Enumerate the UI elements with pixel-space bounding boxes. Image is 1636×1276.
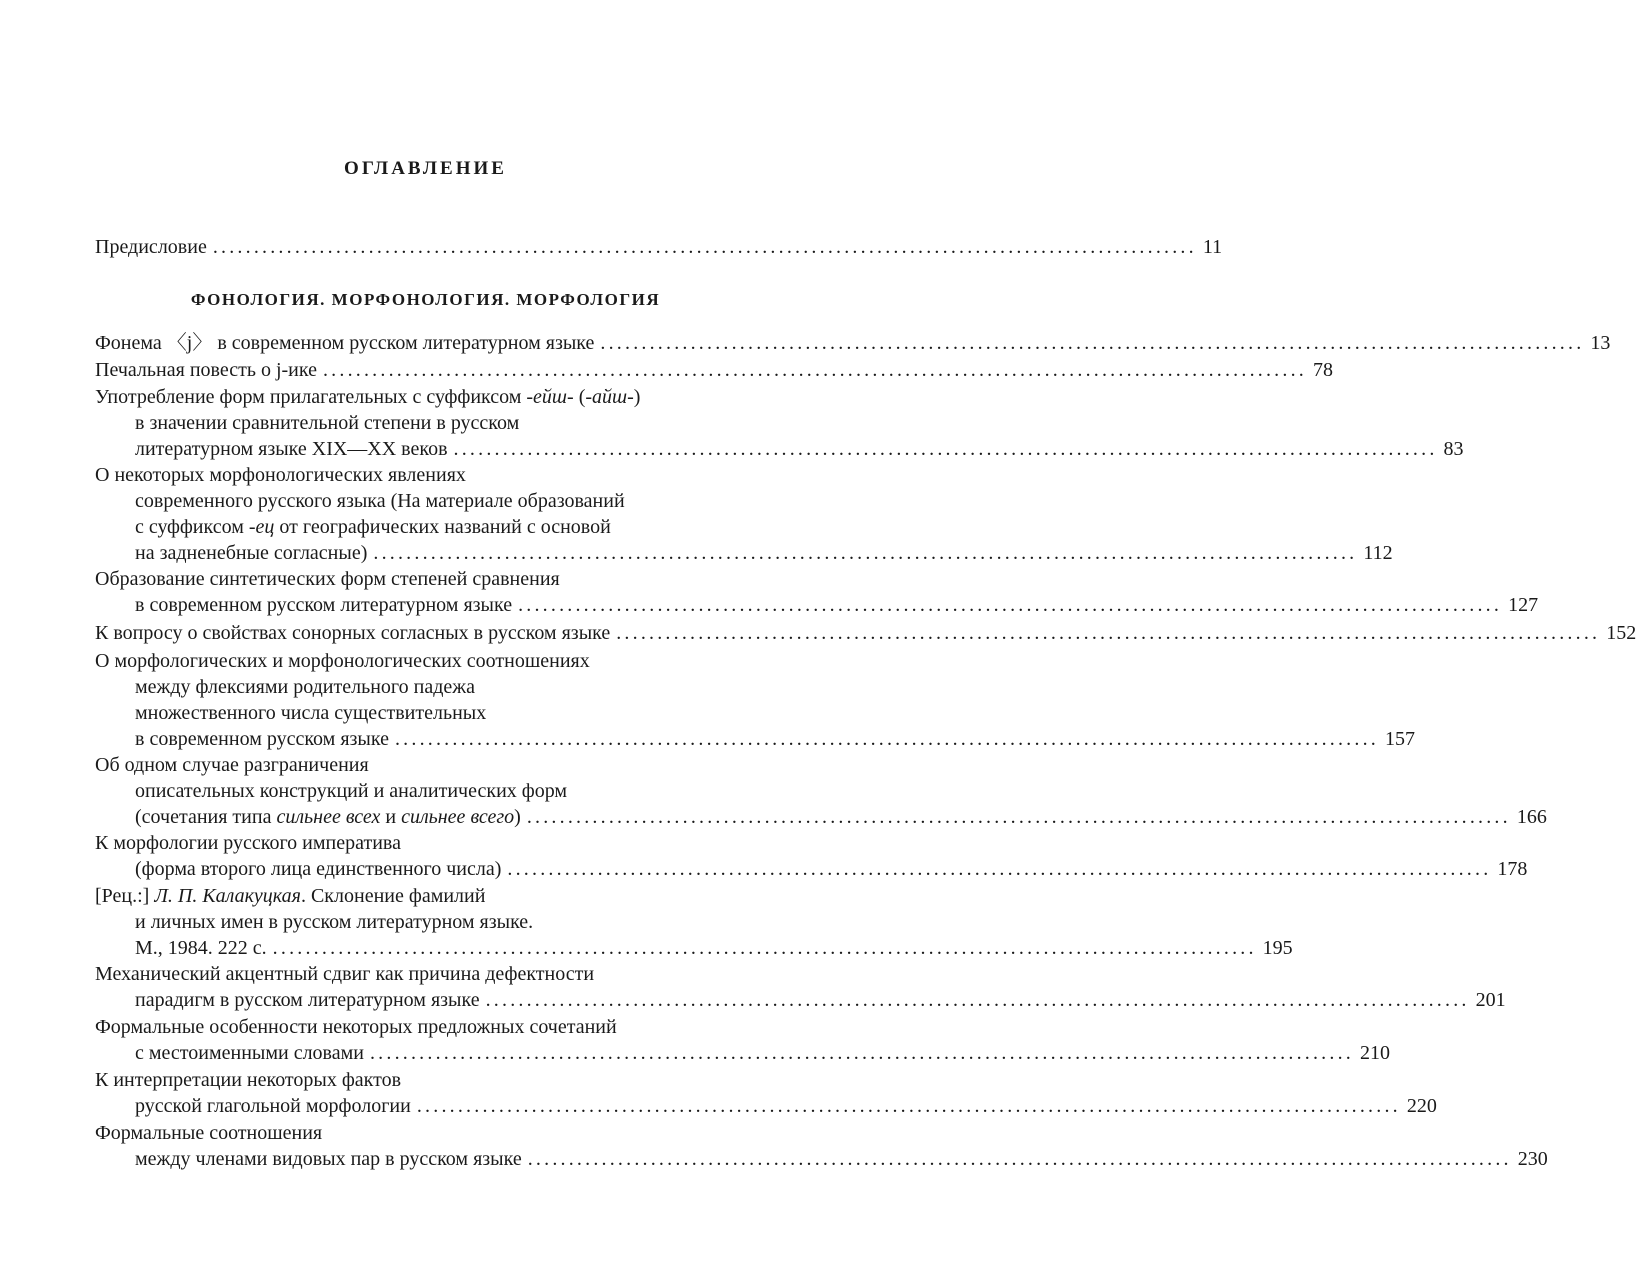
page-number: 11 bbox=[1202, 236, 1223, 258]
toc-entry bbox=[95, 620, 1636, 646]
leader-dots: ........................................................................................................................ bbox=[394, 728, 1379, 750]
leader-dots: ........................................................................................................................ bbox=[272, 937, 1257, 959]
leader-dots: ........................................................................................................................ bbox=[507, 858, 1492, 880]
toc-entry-preface bbox=[95, 234, 1223, 260]
toc-entry bbox=[95, 752, 1547, 830]
page-number: 127 bbox=[1508, 594, 1539, 616]
leader-dots: ........................................................................................................................ bbox=[373, 542, 1358, 564]
page-number: 112 bbox=[1363, 542, 1393, 564]
entry-title: в современном русском языке bbox=[135, 728, 389, 750]
entry-line: с суффиксом -ец от географических названий с основой bbox=[135, 516, 611, 538]
entry-title: парадигм в русском литературном языке bbox=[135, 989, 480, 1011]
entry-title: (сочетания типа сильнее всех и сильнее всего) bbox=[135, 806, 521, 828]
toc-entry bbox=[95, 330, 1611, 356]
page-number: 195 bbox=[1262, 937, 1293, 959]
leader-dots: ........................................................................................................................ bbox=[518, 594, 1503, 616]
entry-line: Употребление форм прилагательных с суффиксом -ейш- (-айш-) bbox=[95, 386, 641, 408]
entry-title: на задненебные согласные) bbox=[135, 542, 368, 564]
entry-line: Об одном случае разграничения bbox=[95, 754, 369, 776]
toc-entry bbox=[95, 566, 1539, 618]
page-number: 220 bbox=[1406, 1095, 1437, 1117]
page-number: 166 bbox=[1516, 806, 1547, 828]
entry-line: [Рец.:] Л. П. Калакуцкая. Склонение фамилий bbox=[95, 885, 486, 907]
page-number: 178 bbox=[1497, 858, 1528, 880]
leader-dots: ........................................................................................................................ bbox=[322, 359, 1307, 381]
leader-dots: ........................................................................................................................ bbox=[212, 236, 1197, 258]
entry-title: Фонема 〈j〉 в современном русском литературном языке bbox=[95, 332, 595, 354]
page-number: 157 bbox=[1384, 728, 1415, 750]
entry-title: между членами видовых пар в русском языке bbox=[135, 1148, 522, 1170]
entry-line: К интерпретации некоторых фактов bbox=[95, 1069, 402, 1091]
entry-line: в значении сравнительной степени в русском bbox=[135, 412, 520, 434]
leader-dots: ........................................................................................................................ bbox=[600, 332, 1585, 354]
entry-line: множественного числа существительных bbox=[135, 702, 487, 724]
leader-dots: ........................................................................................................................ bbox=[416, 1095, 1401, 1117]
toc-entry bbox=[95, 648, 1415, 752]
entry-title: К вопросу о свойствах сонорных согласных в русском языке bbox=[95, 622, 611, 644]
entry-title: с местоименными словами bbox=[135, 1042, 364, 1064]
page-title: ОГЛАВЛЕНИЕ bbox=[344, 158, 507, 179]
page-number: 230 bbox=[1517, 1148, 1548, 1170]
toc-entry bbox=[95, 830, 1528, 882]
entry-line: Механический акцентный сдвиг как причина дефектности bbox=[95, 963, 595, 985]
entry-line: Формальные особенности некоторых предложных сочетаний bbox=[95, 1016, 617, 1038]
entry-title: русской глагольной морфологии bbox=[135, 1095, 411, 1117]
entry-title: (форма второго лица единственного числа) bbox=[135, 858, 502, 880]
entry-title: Предисловие bbox=[95, 236, 207, 258]
toc-entry bbox=[95, 961, 1506, 1013]
leader-dots: ........................................................................................................................ bbox=[616, 622, 1601, 644]
leader-dots: ........................................................................................................................ bbox=[527, 1148, 1512, 1170]
leader-dots: ........................................................................................................................ bbox=[369, 1042, 1354, 1064]
section-heading: ФОНОЛОГИЯ. МОРФОНОЛОГИЯ. МОРФОЛОГИЯ bbox=[190, 290, 661, 309]
entry-title: литературном языке XIX—XX веков bbox=[135, 438, 448, 460]
page-number: 13 bbox=[1590, 332, 1611, 354]
toc-entry bbox=[95, 1067, 1437, 1119]
entry-line: между флексиями родительного падежа bbox=[135, 676, 475, 698]
toc-entry bbox=[95, 357, 1333, 383]
page-number: 78 bbox=[1312, 359, 1333, 381]
page-number: 201 bbox=[1475, 989, 1506, 1011]
entry-line: О морфологических и морфонологических соотношениях bbox=[95, 650, 590, 672]
toc-entry bbox=[95, 1120, 1548, 1172]
toc-entry bbox=[95, 883, 1293, 961]
toc-entry bbox=[95, 384, 1464, 462]
page-number: 152 bbox=[1606, 622, 1636, 644]
leader-dots: ........................................................................................................................ bbox=[485, 989, 1470, 1011]
entry-line: Формальные соотношения bbox=[95, 1122, 323, 1144]
entry-line: О некоторых морфонологических явлениях bbox=[95, 464, 466, 486]
toc-entry bbox=[95, 462, 1393, 566]
entry-line: и личных имен в русском литературном языке. bbox=[135, 911, 534, 933]
page-number: 83 bbox=[1443, 438, 1464, 460]
entry-line: К морфологии русского императива bbox=[95, 832, 401, 854]
leader-dots: ........................................................................................................................ bbox=[453, 438, 1438, 460]
entry-line: описательных конструкций и аналитических форм bbox=[135, 780, 568, 802]
entry-line: современного русского языка (На материале образований bbox=[135, 490, 625, 512]
entry-title: в современном русском литературном языке bbox=[135, 594, 513, 616]
toc-entry bbox=[95, 1014, 1390, 1066]
page-number: 210 bbox=[1359, 1042, 1390, 1064]
entry-title: Печальная повесть о j-ике bbox=[95, 359, 317, 381]
leader-dots: ........................................................................................................................ bbox=[526, 806, 1511, 828]
entry-line: Образование синтетических форм степеней сравнения bbox=[95, 568, 560, 590]
entry-title: М., 1984. 222 с. bbox=[135, 937, 267, 959]
